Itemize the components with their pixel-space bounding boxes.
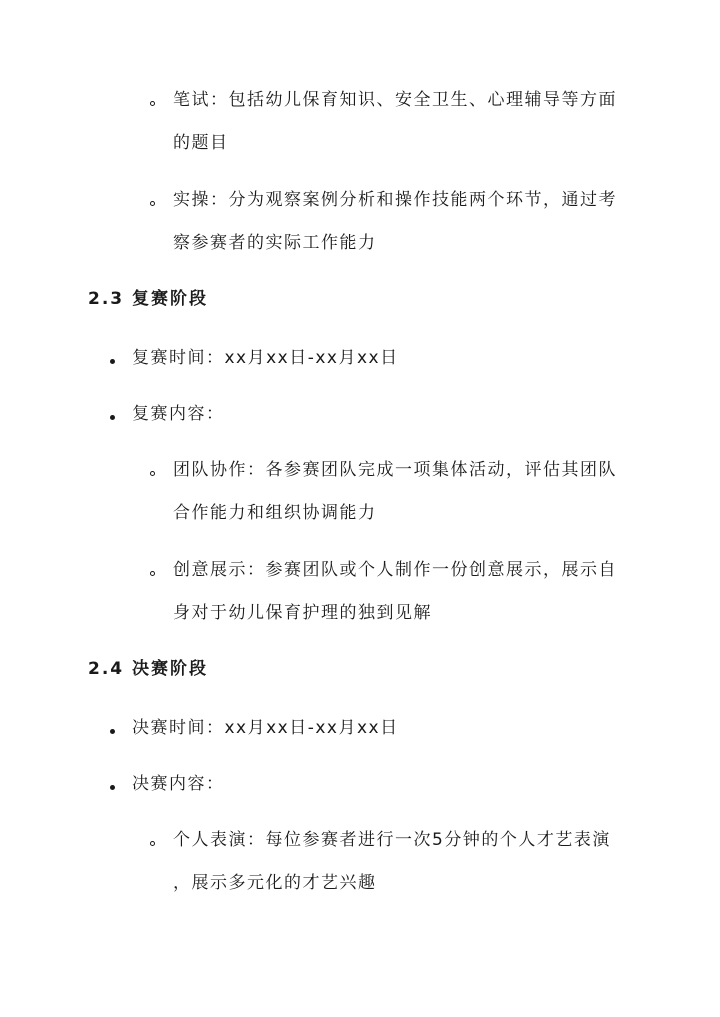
- written-item-line2: 的题目: [173, 133, 229, 153]
- written-item-line1: 笔试：包括幼儿保育知识、安全卫生、心理辅导等方面: [173, 90, 617, 110]
- team-item-line1: 团队协作：各参赛团队完成一项集体活动，评估其团队: [173, 460, 617, 480]
- creative-item-line1: 创意展示：参赛团队或个人制作一份创意展示，展示自: [173, 560, 617, 580]
- section-2-3-heading: 2.3 复赛阶段: [88, 289, 209, 309]
- sub-bullet-marker: [150, 471, 155, 476]
- section-2-4-heading: 2.4 决赛阶段: [88, 659, 209, 679]
- practical-item-line1: 实操：分为观察案例分析和操作技能两个环节，通过考: [173, 190, 617, 210]
- bullet-marker: [110, 729, 115, 734]
- performance-item-line1: 个人表演：每位参赛者进行一次5分钟的个人才艺表演: [173, 830, 611, 850]
- bullet-marker: [110, 785, 115, 790]
- bullet-marker: [110, 415, 115, 420]
- practical-item-line2: 察参赛者的实际工作能力: [173, 233, 377, 253]
- sub-bullet-marker: [150, 571, 155, 576]
- semifinal-content-label: 复赛内容：: [132, 404, 225, 424]
- final-content-label: 决赛内容：: [132, 774, 225, 794]
- creative-item-line2: 身对于幼儿保育护理的独到见解: [173, 603, 432, 623]
- sub-bullet-marker: [150, 101, 155, 106]
- sub-bullet-marker: [150, 841, 155, 846]
- bullet-marker: [110, 359, 115, 364]
- team-item-line2: 合作能力和组织协调能力: [173, 503, 377, 523]
- final-time: 决赛时间：xx月xx日-xx月xx日: [132, 718, 399, 738]
- performance-item-line2: ，展示多元化的才艺兴趣: [173, 873, 377, 893]
- sub-bullet-marker: [150, 201, 155, 206]
- semifinal-time: 复赛时间：xx月xx日-xx月xx日: [132, 348, 399, 368]
